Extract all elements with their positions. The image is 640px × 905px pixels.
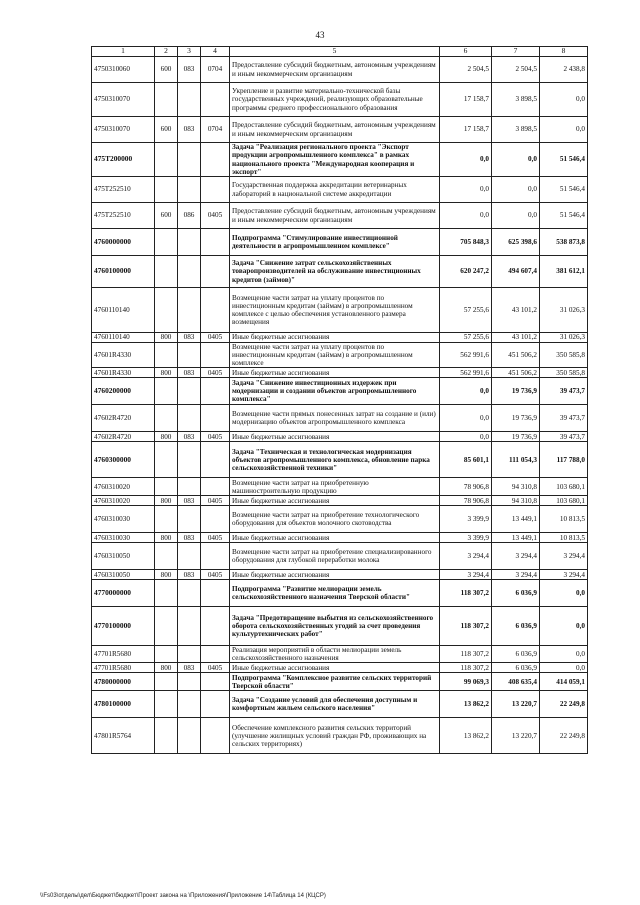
cell-v6: 118 307,2 — [440, 607, 492, 646]
table-row — [92, 378, 588, 405]
cell-v8: 0,0 — [540, 117, 588, 143]
cell-c2 — [155, 143, 178, 177]
cell-v7: 13 449,1 — [492, 533, 540, 543]
cell-v7: 625 398,6 — [492, 229, 540, 256]
cell-desc: Иные бюджетные ассигнования — [230, 570, 440, 580]
cell-c3 — [178, 378, 201, 405]
cell-v6: 3 399,9 — [440, 533, 492, 543]
cell-c2: 800 — [155, 533, 178, 543]
cell-c2: 600 — [155, 57, 178, 83]
cell-code: 4770100000 — [92, 607, 155, 646]
cell-c4 — [201, 288, 230, 333]
cell-v8: 103 680,1 — [540, 478, 588, 496]
cell-v7: 451 506,2 — [492, 368, 540, 378]
cell-c2: 800 — [155, 368, 178, 378]
cell-code: 4780000000 — [92, 673, 155, 691]
cell-v6: 0,0 — [440, 143, 492, 177]
cell-c3 — [178, 506, 201, 533]
cell-v7: 3 898,5 — [492, 117, 540, 143]
cell-v7: 6 036,9 — [492, 646, 540, 663]
cell-v7: 0,0 — [492, 177, 540, 203]
cell-c4 — [201, 229, 230, 256]
cell-c2 — [155, 405, 178, 432]
cell-c4 — [201, 177, 230, 203]
table-row — [92, 288, 588, 333]
cell-desc: Иные бюджетные ассигнования — [230, 432, 440, 442]
cell-desc: Обеспечение комплексного развития сельских территорий (улучшение жилищных условий граждан РФ, проживающих на сельских территориях) — [230, 718, 440, 754]
cell-desc: Возмещение части затрат на приобретение технологического оборудования для объектов молочного скотоводства — [230, 506, 440, 533]
table-row — [92, 607, 588, 646]
column-header: 1 — [92, 47, 155, 57]
column-header: 2 — [155, 47, 178, 57]
cell-v6: 99 069,3 — [440, 673, 492, 691]
cell-c4 — [201, 673, 230, 691]
cell-code: 475T200000 — [92, 143, 155, 177]
cell-c4 — [201, 83, 230, 117]
cell-v8: 3 294,4 — [540, 543, 588, 570]
cell-c4 — [201, 506, 230, 533]
cell-v8: 0,0 — [540, 580, 588, 607]
cell-desc: Возмещение части прямых понесенных затрат на создание и (или) модернизацию объектов агропромышленного комплекса — [230, 405, 440, 432]
cell-c3 — [178, 229, 201, 256]
cell-v8: 103 680,1 — [540, 496, 588, 506]
cell-c3 — [178, 177, 201, 203]
cell-c4 — [201, 607, 230, 646]
cell-v8: 538 873,8 — [540, 229, 588, 256]
cell-c2 — [155, 646, 178, 663]
cell-code: 4760300000 — [92, 442, 155, 478]
cell-code: 47701R5680 — [92, 663, 155, 673]
header-row — [92, 47, 588, 57]
table-row — [92, 718, 588, 754]
cell-c4 — [201, 691, 230, 718]
cell-desc: Задача "Снижение затрат сельскохозяйственных товаропроизводителей на обслуживание инвестиционных кредитов (займов)" — [230, 256, 440, 288]
cell-c3 — [178, 543, 201, 570]
table-row — [92, 478, 588, 496]
table-row — [92, 229, 588, 256]
cell-desc: Возмещение части затрат на приобретенную машиностроительную продукцию — [230, 478, 440, 496]
cell-v7: 408 635,4 — [492, 673, 540, 691]
cell-c3 — [178, 83, 201, 117]
cell-v7: 19 736,9 — [492, 405, 540, 432]
cell-c4: 0405 — [201, 432, 230, 442]
cell-v6: 3 399,9 — [440, 506, 492, 533]
cell-c4 — [201, 718, 230, 754]
table-row — [92, 256, 588, 288]
cell-c2 — [155, 691, 178, 718]
cell-c4: 0405 — [201, 533, 230, 543]
cell-c2 — [155, 506, 178, 533]
cell-v6: 0,0 — [440, 177, 492, 203]
cell-code: 4760110140 — [92, 288, 155, 333]
table-body — [92, 57, 588, 754]
column-header: 6 — [440, 47, 492, 57]
cell-v6: 620 247,2 — [440, 256, 492, 288]
cell-v8: 350 585,8 — [540, 368, 588, 378]
cell-code: 4760310050 — [92, 543, 155, 570]
cell-v6: 3 294,4 — [440, 543, 492, 570]
table-row — [92, 533, 588, 543]
cell-v6: 562 991,6 — [440, 368, 492, 378]
cell-desc: Реализация мероприятий в области мелиорации земель сельскохозяйственного назначения — [230, 646, 440, 663]
cell-c3 — [178, 343, 201, 368]
cell-desc: Иные бюджетные ассигнования — [230, 333, 440, 343]
cell-c2: 800 — [155, 333, 178, 343]
cell-code: 4770000000 — [92, 580, 155, 607]
cell-v6: 118 307,2 — [440, 646, 492, 663]
table-row — [92, 543, 588, 570]
cell-c4: 0405 — [201, 570, 230, 580]
cell-v7: 3 294,4 — [492, 543, 540, 570]
cell-c3: 083 — [178, 333, 201, 343]
cell-code: 47801R5764 — [92, 718, 155, 754]
cell-v7: 13 220,7 — [492, 691, 540, 718]
cell-v6: 0,0 — [440, 378, 492, 405]
cell-v8: 414 059,1 — [540, 673, 588, 691]
table-row — [92, 343, 588, 368]
cell-desc: Подпрограмма "Стимулирование инвестиционной деятельности в агропромышленном комплексе" — [230, 229, 440, 256]
table-row — [92, 177, 588, 203]
cell-c3: 083 — [178, 533, 201, 543]
table-row — [92, 143, 588, 177]
cell-v6: 3 294,4 — [440, 570, 492, 580]
cell-v7: 111 054,3 — [492, 442, 540, 478]
cell-v6: 17 158,7 — [440, 83, 492, 117]
cell-code: 47601R4330 — [92, 343, 155, 368]
cell-c4: 0704 — [201, 57, 230, 83]
cell-c3 — [178, 607, 201, 646]
cell-v6: 57 255,6 — [440, 288, 492, 333]
cell-c3 — [178, 478, 201, 496]
table-row — [92, 405, 588, 432]
cell-v6: 705 848,3 — [440, 229, 492, 256]
cell-desc: Государственная поддержка аккредитации ветеринарных лабораторий в национальной системе аккредитации — [230, 177, 440, 203]
cell-c2: 800 — [155, 432, 178, 442]
cell-c3: 083 — [178, 663, 201, 673]
cell-code: 4760100000 — [92, 256, 155, 288]
cell-c3: 086 — [178, 203, 201, 229]
cell-v6: 2 504,5 — [440, 57, 492, 83]
cell-v6: 85 601,1 — [440, 442, 492, 478]
cell-v6: 13 862,2 — [440, 718, 492, 754]
cell-v8: 39 473,7 — [540, 378, 588, 405]
table-row — [92, 57, 588, 83]
cell-v8: 3 294,4 — [540, 570, 588, 580]
table-row — [92, 203, 588, 229]
cell-v6: 0,0 — [440, 432, 492, 442]
cell-desc: Предоставление субсидий бюджетным, автономным учреждениям и иным некоммерческим организациям — [230, 203, 440, 229]
cell-v7: 451 506,2 — [492, 343, 540, 368]
cell-c3 — [178, 673, 201, 691]
cell-v7: 6 036,9 — [492, 607, 540, 646]
cell-code: 47602R4720 — [92, 405, 155, 432]
cell-v7: 2 504,5 — [492, 57, 540, 83]
column-header: 8 — [540, 47, 588, 57]
cell-c3 — [178, 288, 201, 333]
cell-v6: 118 307,2 — [440, 663, 492, 673]
cell-c4: 0704 — [201, 117, 230, 143]
cell-c2: 800 — [155, 570, 178, 580]
cell-c2 — [155, 177, 178, 203]
table-row — [92, 368, 588, 378]
cell-code: 4750310060 — [92, 57, 155, 83]
cell-v8: 22 249,8 — [540, 691, 588, 718]
cell-code: 4760310030 — [92, 533, 155, 543]
cell-c2: 800 — [155, 496, 178, 506]
cell-desc: Предоставление субсидий бюджетным, автономным учреждениям и иным некоммерческим организациям — [230, 117, 440, 143]
cell-v8: 51 546,4 — [540, 143, 588, 177]
cell-c3 — [178, 646, 201, 663]
page-number: 43 — [315, 30, 325, 40]
cell-v8: 0,0 — [540, 607, 588, 646]
cell-c3: 083 — [178, 57, 201, 83]
cell-code: 47602R4720 — [92, 432, 155, 442]
cell-v8: 31 026,3 — [540, 288, 588, 333]
cell-c2: 600 — [155, 117, 178, 143]
cell-desc: Возмещение части затрат на приобретение специализированного оборудования для глубокой переработки молока — [230, 543, 440, 570]
cell-c2 — [155, 288, 178, 333]
cell-desc: Укрепление и развитие материально-технической базы государственных учреждений, реализующих образовательные программы среднего профессионального образования — [230, 83, 440, 117]
cell-c2: 600 — [155, 203, 178, 229]
cell-desc: Иные бюджетные ассигнования — [230, 533, 440, 543]
cell-v8: 381 612,1 — [540, 256, 588, 288]
cell-desc: Задача "Создание условий для обеспечения доступным и комфортным жильем сельского населения" — [230, 691, 440, 718]
cell-c3: 083 — [178, 570, 201, 580]
cell-v7: 0,0 — [492, 143, 540, 177]
cell-c2 — [155, 673, 178, 691]
cell-desc: Подпрограмма "Комплексное развитие сельских территорий Тверской области" — [230, 673, 440, 691]
cell-code: 4750310070 — [92, 83, 155, 117]
table-row — [92, 691, 588, 718]
column-header: 7 — [492, 47, 540, 57]
cell-code: 4760310030 — [92, 506, 155, 533]
cell-desc: Иные бюджетные ассигнования — [230, 663, 440, 673]
cell-v8: 31 026,3 — [540, 333, 588, 343]
cell-c2 — [155, 442, 178, 478]
cell-c4 — [201, 478, 230, 496]
cell-c3 — [178, 442, 201, 478]
cell-v7: 13 449,1 — [492, 506, 540, 533]
cell-c3 — [178, 256, 201, 288]
cell-desc: Задача "Предотвращение выбытия из сельскохозяйственного оборота сельскохозяйственных угодий за счет проведения культуртехнических работ" — [230, 607, 440, 646]
cell-code: 475T252510 — [92, 203, 155, 229]
cell-v8: 0,0 — [540, 646, 588, 663]
table-row — [92, 663, 588, 673]
cell-c4 — [201, 256, 230, 288]
table-row — [92, 506, 588, 533]
cell-v8: 51 546,4 — [540, 177, 588, 203]
cell-c3 — [178, 143, 201, 177]
cell-v8: 51 546,4 — [540, 203, 588, 229]
cell-v6: 78 906,8 — [440, 478, 492, 496]
cell-v8: 350 585,8 — [540, 343, 588, 368]
cell-c4 — [201, 143, 230, 177]
cell-v7: 6 036,9 — [492, 580, 540, 607]
cell-v7: 19 736,9 — [492, 378, 540, 405]
cell-desc: Возмещение части затрат на уплату процентов по инвестиционным кредитам (займам) в агропромышленном комплексе — [230, 343, 440, 368]
table-row — [92, 442, 588, 478]
cell-c3 — [178, 405, 201, 432]
cell-v7: 94 310,8 — [492, 496, 540, 506]
cell-c3 — [178, 718, 201, 754]
cell-v8: 39 473,7 — [540, 405, 588, 432]
cell-c3 — [178, 691, 201, 718]
cell-desc: Иные бюджетные ассигнования — [230, 496, 440, 506]
table-row — [92, 646, 588, 663]
column-header: 4 — [201, 47, 230, 57]
cell-v6: 78 906,8 — [440, 496, 492, 506]
column-header: 3 — [178, 47, 201, 57]
table-row — [92, 496, 588, 506]
cell-v7: 13 220,7 — [492, 718, 540, 754]
cell-c4: 0405 — [201, 368, 230, 378]
cell-code: 4780100000 — [92, 691, 155, 718]
cell-v7: 19 736,9 — [492, 432, 540, 442]
cell-c4: 0405 — [201, 663, 230, 673]
table-row — [92, 673, 588, 691]
cell-desc: Задача "Снижение инвестиционных издержек при модернизации и создании объектов агропромышленного комплекса" — [230, 378, 440, 405]
cell-c4 — [201, 405, 230, 432]
cell-v6: 17 158,7 — [440, 117, 492, 143]
cell-c4 — [201, 580, 230, 607]
cell-v7: 94 310,8 — [492, 478, 540, 496]
cell-v8: 22 249,8 — [540, 718, 588, 754]
footer-path: \\Fs03\отделы\дел\Бюджет\бюджет\Проект закона на \Приложения\Приложение 14\Таблица 14 (КЦСР) — [40, 893, 326, 899]
cell-v8: 10 813,5 — [540, 533, 588, 543]
cell-c4 — [201, 442, 230, 478]
cell-c2 — [155, 378, 178, 405]
cell-code: 4760200000 — [92, 378, 155, 405]
cell-c2 — [155, 580, 178, 607]
table-row — [92, 333, 588, 343]
cell-c4: 0405 — [201, 496, 230, 506]
cell-desc: Подпрограмма "Развитие мелиорации земель сельскохозяйственного назначения Тверской области" — [230, 580, 440, 607]
cell-c2 — [155, 543, 178, 570]
column-header: 5 — [230, 47, 440, 57]
cell-v7: 6 036,9 — [492, 663, 540, 673]
cell-v7: 3 898,5 — [492, 83, 540, 117]
cell-v6: 118 307,2 — [440, 580, 492, 607]
table-row — [92, 580, 588, 607]
cell-c2 — [155, 229, 178, 256]
cell-c3: 083 — [178, 368, 201, 378]
cell-c3: 083 — [178, 496, 201, 506]
cell-code: 4760310020 — [92, 478, 155, 496]
cell-c3: 083 — [178, 117, 201, 143]
cell-desc: Возмещение части затрат на уплату процентов по инвестиционным кредитам (займам) в агропромышленном комплексе с целью обеспечения установленного размера возмещения — [230, 288, 440, 333]
cell-c4: 0405 — [201, 203, 230, 229]
table-row — [92, 83, 588, 117]
cell-c2 — [155, 83, 178, 117]
cell-v6: 0,0 — [440, 203, 492, 229]
cell-code: 4750310070 — [92, 117, 155, 143]
cell-v6: 13 862,2 — [440, 691, 492, 718]
cell-c2 — [155, 718, 178, 754]
cell-v8: 2 438,8 — [540, 57, 588, 83]
cell-c4: 0405 — [201, 333, 230, 343]
cell-c2 — [155, 343, 178, 368]
budget-table — [91, 46, 588, 754]
cell-desc: Задача "Техническая и технологическая модернизация объектов агропромышленного комплекса, обновление парка сельскохозяйственной техники" — [230, 442, 440, 478]
table-row — [92, 117, 588, 143]
cell-code: 4760110140 — [92, 333, 155, 343]
cell-v6: 57 255,6 — [440, 333, 492, 343]
table-row — [92, 570, 588, 580]
cell-v8: 39 473,7 — [540, 432, 588, 442]
cell-c2 — [155, 478, 178, 496]
cell-code: 475T252510 — [92, 177, 155, 203]
cell-c4 — [201, 543, 230, 570]
cell-c2: 800 — [155, 663, 178, 673]
cell-v7: 43 101,2 — [492, 288, 540, 333]
cell-v7: 43 101,2 — [492, 333, 540, 343]
cell-code: 47701R5680 — [92, 646, 155, 663]
cell-v6: 0,0 — [440, 405, 492, 432]
cell-desc: Иные бюджетные ассигнования — [230, 368, 440, 378]
cell-code: 4760000000 — [92, 229, 155, 256]
cell-v6: 562 991,6 — [440, 343, 492, 368]
table-row — [92, 432, 588, 442]
cell-c2 — [155, 607, 178, 646]
cell-c4 — [201, 378, 230, 405]
cell-v8: 0,0 — [540, 83, 588, 117]
cell-c4 — [201, 646, 230, 663]
cell-v8: 10 813,5 — [540, 506, 588, 533]
cell-v8: 0,0 — [540, 663, 588, 673]
cell-c3 — [178, 580, 201, 607]
cell-v7: 3 294,4 — [492, 570, 540, 580]
cell-c4 — [201, 343, 230, 368]
cell-c2 — [155, 256, 178, 288]
cell-code: 4760310020 — [92, 496, 155, 506]
cell-v7: 494 607,4 — [492, 256, 540, 288]
cell-v8: 117 788,0 — [540, 442, 588, 478]
cell-code: 4760310050 — [92, 570, 155, 580]
cell-v7: 0,0 — [492, 203, 540, 229]
cell-c3: 083 — [178, 432, 201, 442]
cell-code: 47601R4330 — [92, 368, 155, 378]
cell-desc: Предоставление субсидий бюджетным, автономным учреждениям и иным некоммерческим организациям — [230, 57, 440, 83]
cell-desc: Задача "Реализация регионального проекта "Экспорт продукции агропромышленного комплекса" в рамках национального проекта "Международная кооперация и экспорт" — [230, 143, 440, 177]
